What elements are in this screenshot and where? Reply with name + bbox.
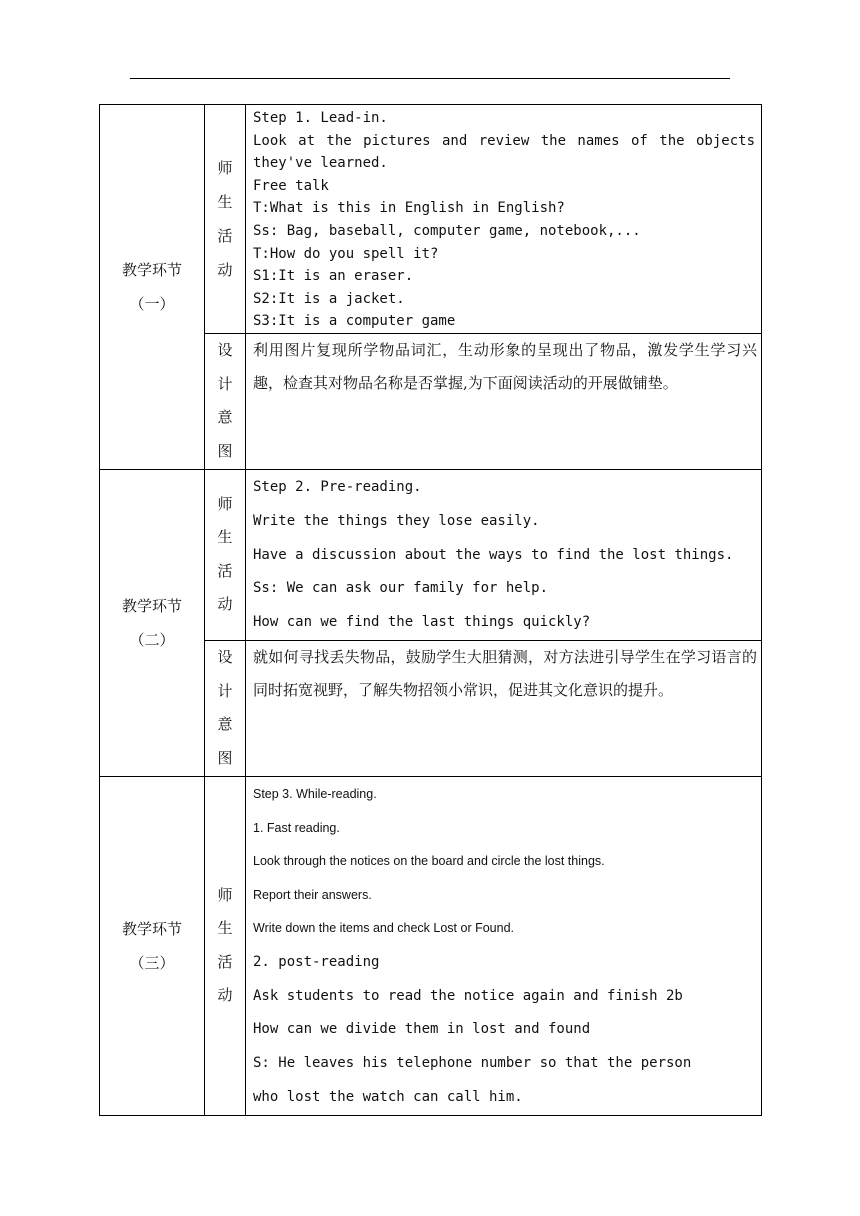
- activity-line: Write down the items and check Lost or Found.: [253, 921, 515, 936]
- activity-line: Look at the pictures and review the names of the objects: [253, 132, 755, 149]
- design-text: 就如何寻找丢失物品，鼓励学生大胆猜测，对方法进引导学生在学习语言的同时拓宽视野，了解失物招领小常识，促进其文化意识的提升。: [253, 647, 757, 700]
- section-2-activity-row: [100, 469, 762, 640]
- activity-line: Have a discussion about the ways to find the lost things.: [253, 546, 734, 563]
- activity-line: How can we find the last things quickly?: [253, 614, 591, 631]
- activity-content: [246, 469, 762, 640]
- label-char: 动: [217, 595, 233, 614]
- stage-title: 教学环节: [121, 260, 182, 279]
- activity-line: Report their answers.: [253, 887, 372, 902]
- section-3-activity-row: [100, 776, 762, 1115]
- lesson-plan-table: [99, 104, 762, 1116]
- label-char: 生: [217, 528, 233, 547]
- activity-line: S1:It is an eraser.: [253, 268, 414, 285]
- activity-line: Step 3. While-reading.: [253, 786, 377, 801]
- label-char: 师: [217, 158, 233, 177]
- activity-label: [205, 105, 246, 334]
- design-label: [205, 333, 246, 469]
- activity-line: Ss: We can ask our family for help.: [253, 580, 549, 597]
- activity-line: Ss: Bag, baseball, computer game, notebook,...: [253, 222, 641, 239]
- activity-line: 2. post-reading: [253, 953, 380, 970]
- activity-line: Write the things they lose easily.: [253, 512, 540, 529]
- activity-line: Look through the notices on the board and circle the lost things.: [253, 854, 605, 869]
- activity-line: 1. Fast reading.: [253, 820, 340, 835]
- activity-line: T:What is this in English in English?: [253, 200, 565, 217]
- activity-content: [246, 776, 762, 1115]
- label-char: 动: [217, 260, 233, 279]
- stage-number: （一）: [129, 294, 175, 313]
- section-1-activity-row: [100, 105, 762, 334]
- activity-line: who lost the watch can call him.: [253, 1089, 523, 1106]
- section-3-stage: [100, 776, 205, 1115]
- activity-line: Step 2. Pre-reading.: [253, 478, 422, 495]
- label-char: 师: [217, 494, 233, 513]
- section-1-stage: [100, 105, 205, 470]
- label-char: 动: [217, 986, 233, 1005]
- stage-title: 教学环节: [121, 596, 182, 615]
- label-char: 生: [217, 192, 233, 211]
- activity-line: S3:It is a computer game: [253, 313, 456, 330]
- header-rule: [130, 78, 730, 79]
- activity-line: How can we divide them in lost and found: [253, 1021, 591, 1038]
- stage-number: （二）: [129, 630, 175, 649]
- label-char: 师: [217, 885, 233, 904]
- label-char: 意: [217, 715, 233, 734]
- activity-line: S: He leaves his telephone number so that the person: [253, 1055, 692, 1072]
- label-char: 意: [217, 408, 233, 427]
- label-char: 计: [217, 681, 233, 700]
- activity-line: Free talk: [253, 177, 329, 194]
- stage-number: （三）: [129, 953, 175, 972]
- activity-label: [205, 776, 246, 1115]
- design-text: 利用图片复现所学物品词汇，生动形象的呈现出了物品，激发学生学习兴趣，检查其对物品名称是否掌握,为下面阅读活动的开展做铺垫。: [253, 340, 757, 393]
- activity-line: they've learned.: [253, 155, 388, 172]
- label-char: 活: [217, 226, 233, 245]
- activity-label: [205, 469, 246, 640]
- label-char: 设: [217, 648, 233, 667]
- label-char: 生: [217, 919, 233, 938]
- activity-line: T:How do you spell it?: [253, 245, 439, 262]
- section-2-stage: [100, 469, 205, 776]
- design-content: [246, 333, 762, 469]
- design-content: [246, 640, 762, 776]
- activity-line: Step 1. Lead-in.: [253, 110, 388, 126]
- label-char: 图: [217, 748, 233, 767]
- activity-line: Ask students to read the notice again and finish 2b: [253, 987, 683, 1004]
- label-char: 计: [217, 374, 233, 393]
- label-char: 活: [217, 952, 233, 971]
- label-char: 活: [217, 561, 233, 580]
- stage-title: 教学环节: [121, 919, 182, 938]
- activity-line: S2:It is a jacket.: [253, 290, 405, 307]
- label-char: 设: [217, 341, 233, 360]
- activity-content: [246, 105, 762, 334]
- design-label: [205, 640, 246, 776]
- label-char: 图: [217, 441, 233, 460]
